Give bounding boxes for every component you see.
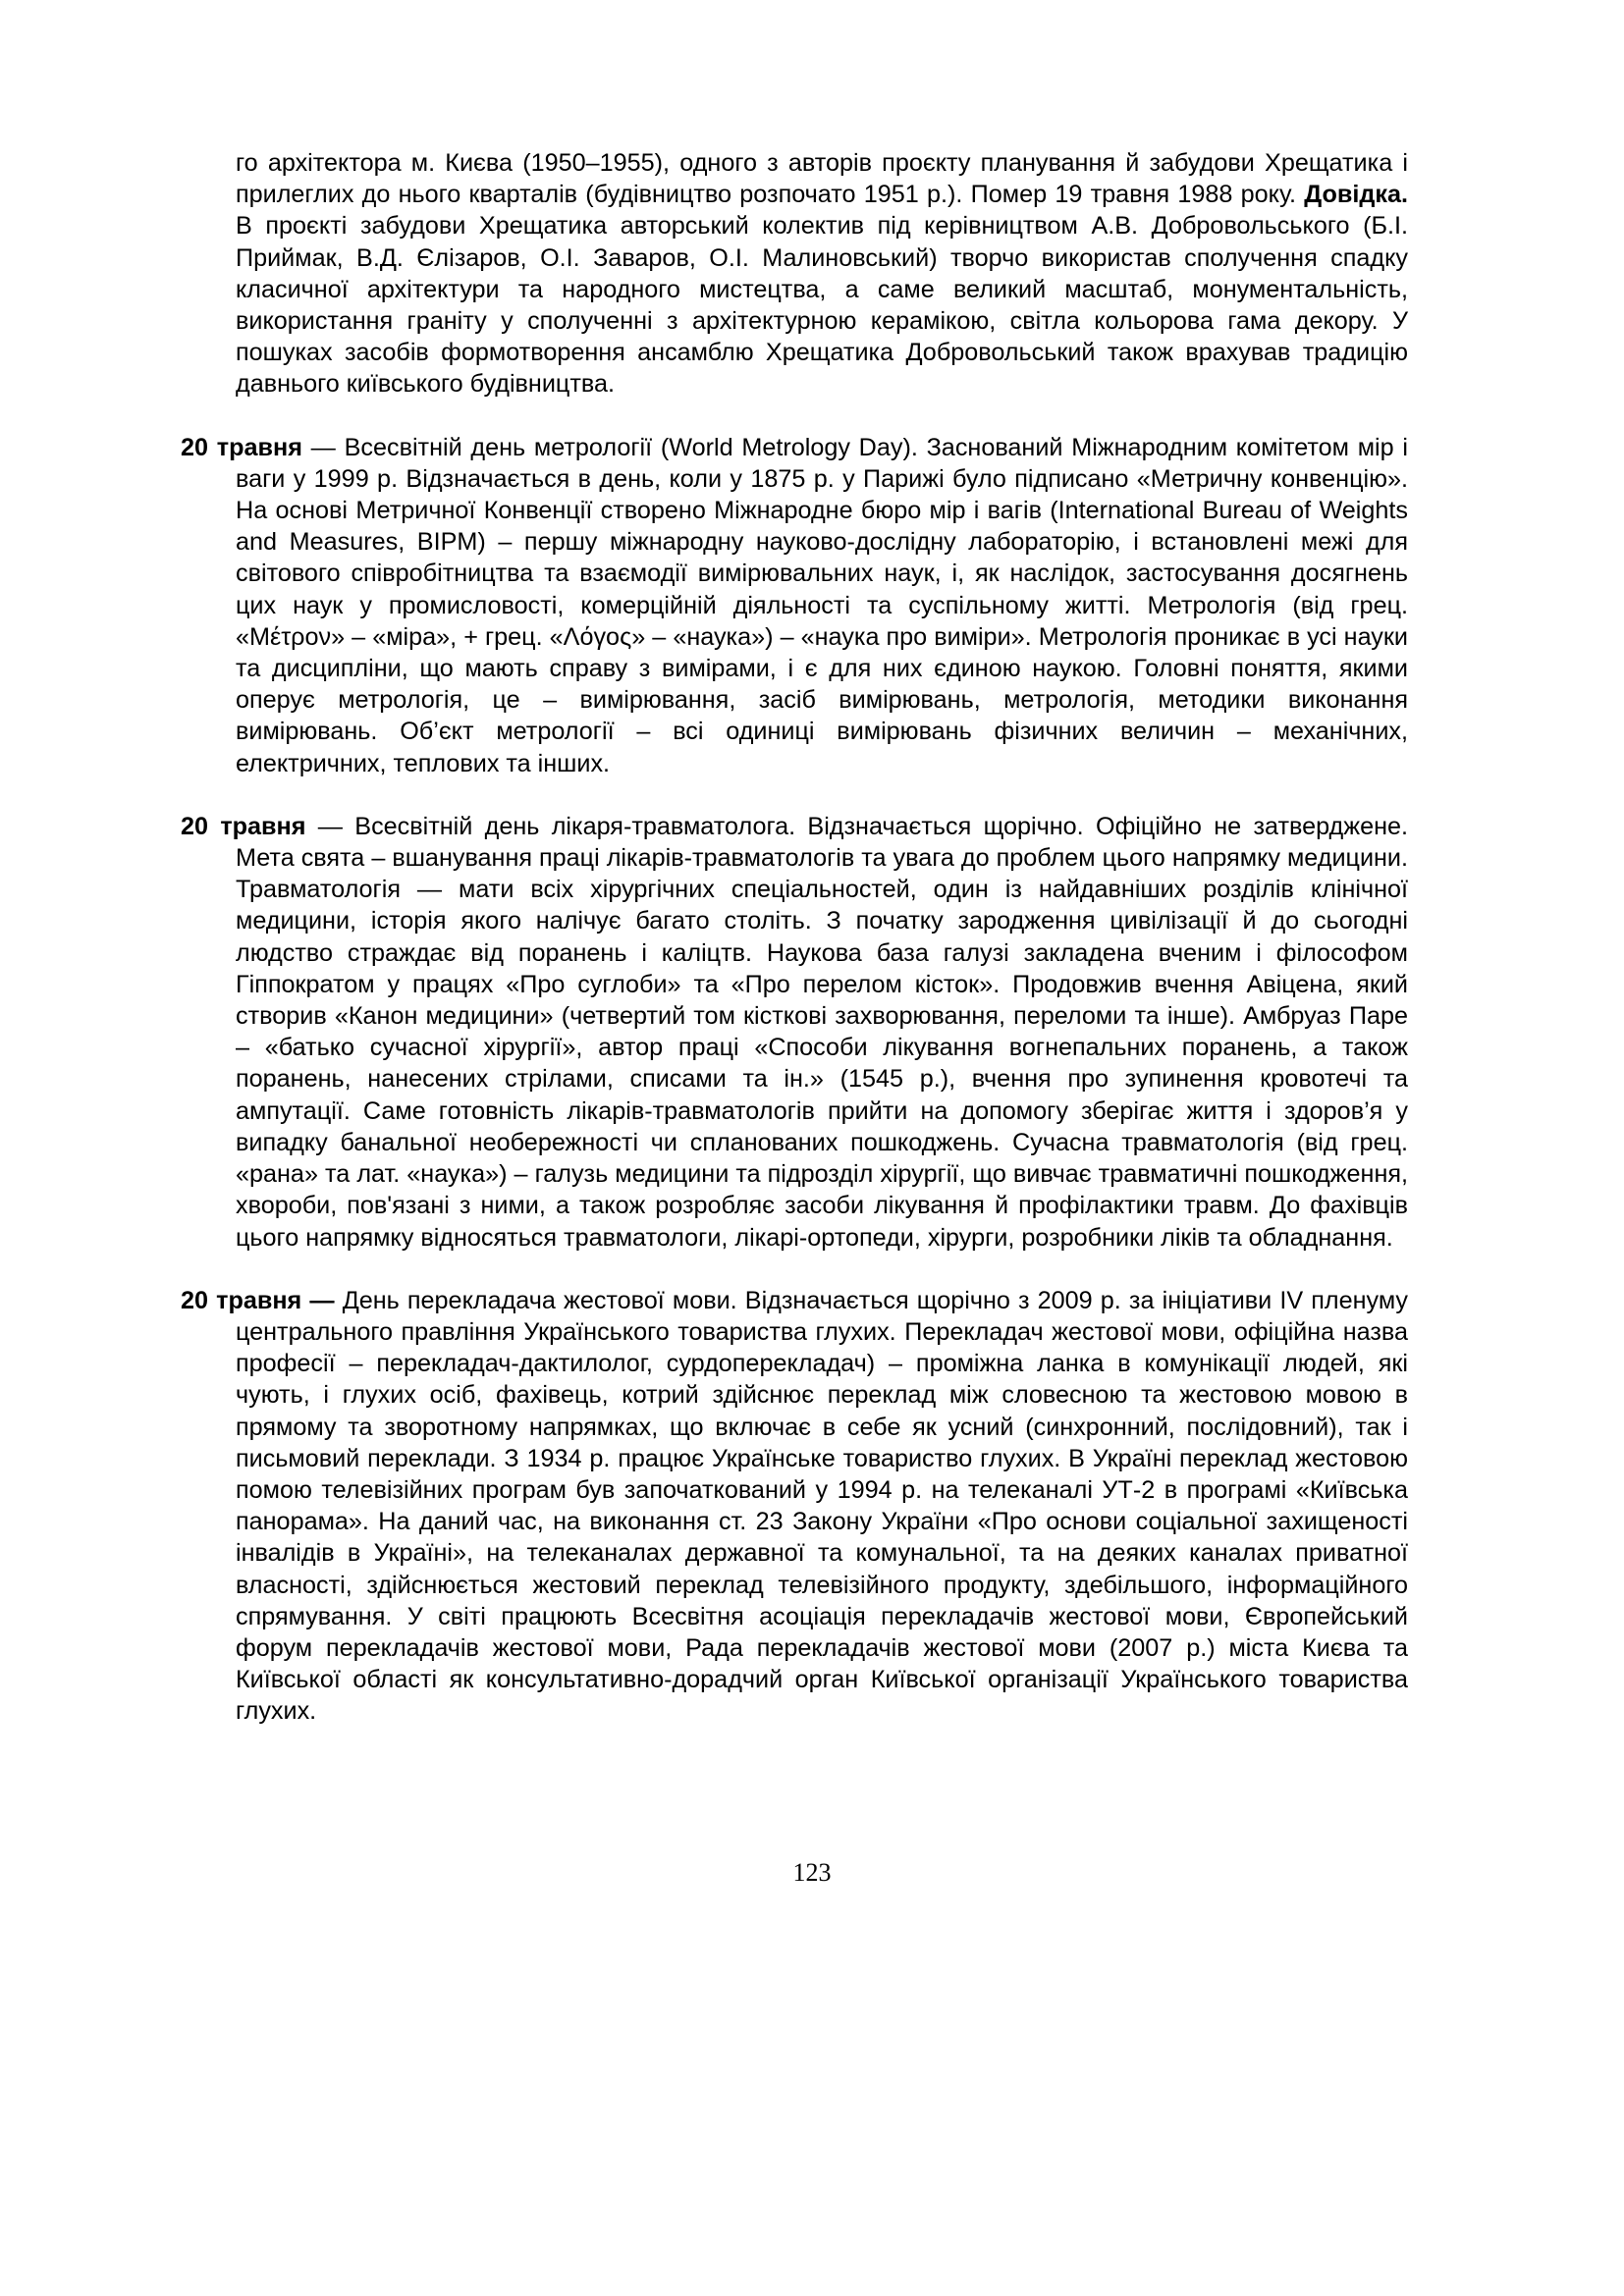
entry-dash: —: [305, 812, 343, 840]
entry-date: 20 травня: [181, 1286, 302, 1314]
intro-text-after: В проєкті забудови Хрещатика авторський колектив під керівництвом А.В. Добровольського (Б.І. Приймак, В.Д. Єлізаров, О.І. Заваров, О.І. Малиновський) творчо використав сполучення спадку класичної архітектури та народного мистецтва, а саме великий масштаб, монументальність, використання граніту у сполученні з архітектурною керамікою, світла кольорова гама декору. У пошуках засобів формотворення ансамблю Хрещатика Добровольський також врахував традицію давнього київського будівництва.: [236, 212, 1408, 399]
entry-text: День перекладача жестової мови. Відзначається щорічно з 2009 р. за ініціативи IV пленуму центрального правління Українського товариства глухих. Перекладач жестової мови, офіційна назва професії – перекладач-дактилолог, сурдоперекладач) – проміжна ланка в комунікації людей, які чують, і глухих осіб, фахівець, котрий здійснює переклад між словесною та жестовою мовою в прямому та зворотному напрямках, що включає в себе як усний (синхронний, послідовний), так і письмовий переклади. З 1934 р. працює Українське товариство глухих. В Україні переклад жестовою помою телевізійних програм був започаткований у 1994 р. на телеканалі УТ-2 в програмі «Київська панорама». На даний час, на виконання ст. 23 Закону України «Про основи соціальної захищеності інвалідів в Україні», на телеканалах державної та комунальної, та на деяких каналах приватної власності, здійснюється жестовий переклад телевізійного продукту, здебільшого, інформаційного спрямування. У світі працюють Всесвітня асоціація перекладачів жестової мови, Європейський форум перекладачів жестової мови, Рада перекладачів жестової мови (2007 р.) міста Києва та Київської області як консультативно-дорадчий орган Київської організації Українського товариства глухих.: [236, 1286, 1409, 1726]
entry-dash: —: [301, 1286, 335, 1314]
entry-traumatologist-day: [181, 811, 1408, 1254]
intro-paragraph: [236, 147, 1408, 400]
page-content: [181, 147, 1408, 1728]
entry-metrology-day: [181, 432, 1408, 779]
page-number: 123: [792, 1858, 832, 1887]
entry-text: Всесвітній день лікаря-травматолога. Відзначається щорічно. Офіційно не затверджене. Мета свята – вшанування праці лікарів-травматологів та увага до проблем цього напрямку медицини. Травматологія — мати всіх хірургічних спеціальностей, один із найдавніших розділів клінічної медицини, історія якого налічує багато століть. З початку зародження цивілізації й до сьогодні людство страждає від поранень і каліцтв. Наукова база галузі закладена вченим і філософом Гіппократом у працях «Про суглоби» та «Про перелом кісток». Продовжив вчення Авіцена, який створив «Канон медицини» (четвертий том кісткові захворювання, переломи та інше). Амбруаз Паре – «батько сучасної хірургії», автор праці «Способи лікування вогнепальних поранень, а також поранень, нанесених стрілами, списами та ін.» (1545 р.), вчення про зупинення кровотечі та ампутації. Саме готовність лікарів-травматологів прийти на допомогу зберігає життя і здоров’я у випадку банальної необережності чи спланованих пошкоджень. Сучасна травматологія (від грец. «рана» та лат. «наука») – галузь медицини та підрозділ хірургії, що вивчає травматичні пошкодження, хвороби, пов'язані з ними, а також розробляє засоби лікування й профілактики травм. До фахівців цього напрямку відносяться травматологи, лікарі-ортопеди, хірурги, розробники ліків та обладнання.: [236, 812, 1408, 1252]
entry-date: 20 травня: [181, 812, 306, 840]
entry-dash: —: [301, 433, 336, 461]
entry-date: 20 травня: [181, 433, 302, 461]
reference-label: Довідка.: [1304, 181, 1408, 209]
entry-sign-language-interpreter-day: [181, 1285, 1408, 1728]
intro-text-before: го архітектора м. Києва (1950–1955), одного з авторів проєкту планування й забудови Хрещатика і прилеглих до нього кварталів (будівництво розпочато 1951 р.). Помер 19 травня 1988 року.: [236, 149, 1408, 209]
entry-text: Всесвітній день метрології (World Metrology Day). Заснований Міжнародним комітетом мір і ваги у 1999 р. Відзначається в день, коли у 1875 р. у Парижі було підписано «Метричну конвенцію». На основі Метричної Конвенції створено Міжнародне бюро мір і вагів (International Bureau of Weights and Measures, BIPM) – першу міжнародну науково-дослідну лабораторію, і встановлені межі для світового співробітництва та взаємодії вимірювальних наук, і, як наслідок, застосування досягнень цих наук у промисловості, комерційній діяльності та суспільному житті. Метрологія (від грец. «Μέτρον» – «міра», + грец. «Λόγος» – «наука») – «наука про виміри». Метрологія проникає в усі науки та дисципліни, що мають справу з вимірами, і є для них єдиною наукою. Головні поняття, якими оперує метрологія, це – вимірювання, засіб вимірювань, метрологія, методики виконання вимірювань. Об’єкт метрології – всі одиниці вимірювань фізичних величин – механічних, електричних, теплових та інших.: [236, 433, 1409, 777]
